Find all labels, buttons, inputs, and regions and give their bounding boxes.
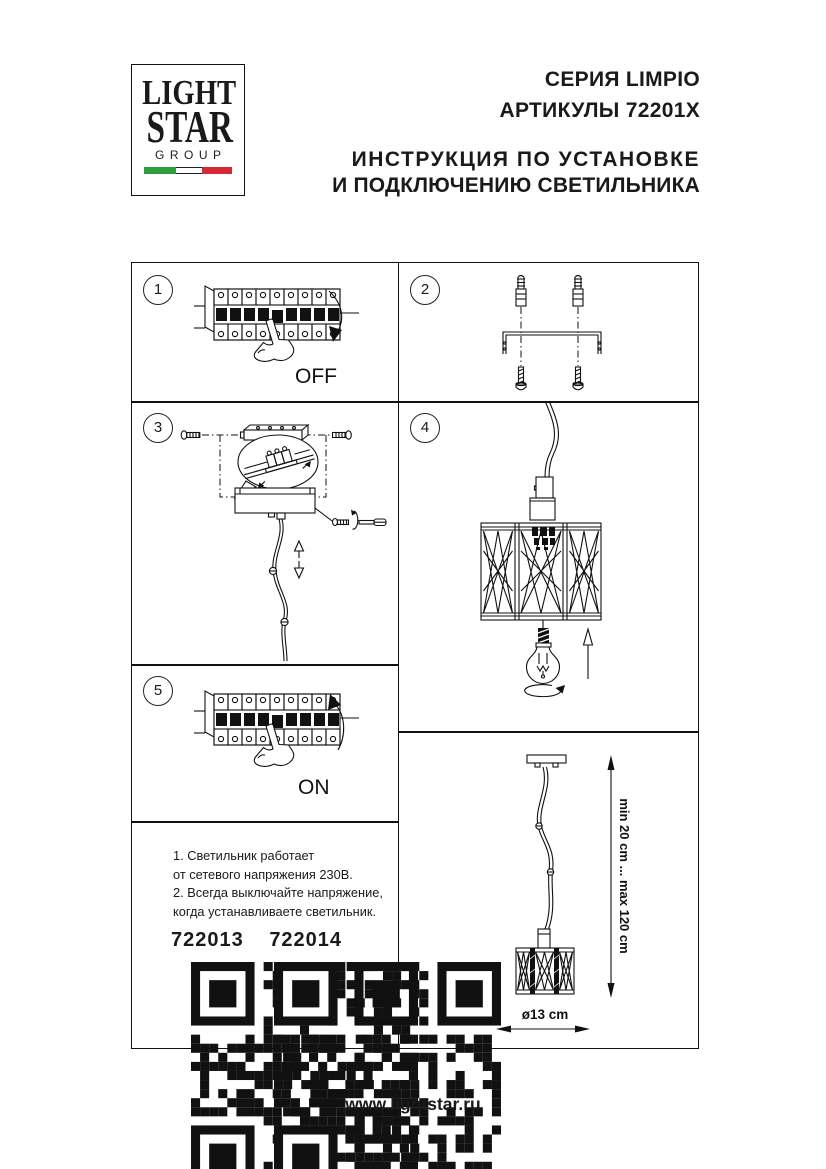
notes-panel xyxy=(132,821,399,1048)
step-3-number: 3 xyxy=(143,413,173,443)
up-down-arrow-icon xyxy=(295,541,304,578)
diameter-label: ø13 cm xyxy=(521,1007,569,1022)
header xyxy=(332,64,700,199)
shade-bulb-drawing xyxy=(399,401,698,731)
dimensions-panel xyxy=(399,731,698,1048)
small-shade-icon xyxy=(516,948,574,994)
height-dimension-arrow xyxy=(608,755,615,998)
cable xyxy=(545,401,558,477)
diameter-dimension-arrow xyxy=(496,1026,590,1033)
article-code-722013: 722013 xyxy=(171,929,244,951)
flag-white-segment xyxy=(176,167,202,174)
rotate-arrow-icon xyxy=(525,685,565,697)
cable xyxy=(537,767,553,929)
step-2-panel xyxy=(399,263,698,401)
article-code-722014: 722014 xyxy=(269,929,343,951)
lightstar-logo xyxy=(131,64,245,196)
mounting-bracket-icon xyxy=(503,332,601,354)
note-line: 2. Всегда выключайте напряжение, xyxy=(173,885,383,900)
series-title: СЕРИЯ LIMPIO xyxy=(544,68,700,91)
canopy-mounting-drawing xyxy=(132,401,399,664)
screw-icon xyxy=(333,431,352,439)
screw-icon xyxy=(516,367,526,390)
note-line: 1. Светильник работает xyxy=(173,848,315,863)
step-3-panel xyxy=(132,401,399,664)
ceiling-plate-icon xyxy=(527,755,566,767)
step-4-number: 4 xyxy=(410,413,440,443)
socket-icon xyxy=(538,929,550,948)
side-screw-tool-icon xyxy=(315,508,386,529)
safety-notes xyxy=(173,847,383,921)
flag-green-segment xyxy=(144,167,176,174)
screw-icon xyxy=(181,431,200,439)
instruction-grid xyxy=(131,262,699,1049)
step-5-panel xyxy=(132,664,399,821)
mounting-hardware-drawing xyxy=(399,263,698,401)
breaker-off-drawing xyxy=(132,263,399,401)
off-label: OFF xyxy=(295,365,337,388)
bulb-icon xyxy=(527,620,560,684)
cord-grip-icon xyxy=(536,823,554,875)
canopy-icon xyxy=(235,488,315,519)
wall-plug-icon xyxy=(573,276,583,307)
height-range-label: min 20 cm ... max 120 cm xyxy=(617,798,632,954)
socket-icon xyxy=(530,477,555,520)
instruction-title-line2: И ПОДКЛЮЧЕНИЮ СВЕТИЛЬНИКА xyxy=(332,174,700,197)
article-codes xyxy=(171,929,342,952)
step-1-panel xyxy=(132,263,399,401)
logo-word-group: GROUP xyxy=(154,148,227,162)
step-1-number: 1 xyxy=(143,275,173,305)
on-label: ON xyxy=(298,776,330,799)
note-line: от сетевого напряжения 230В. xyxy=(173,866,353,882)
cord-grip-icon xyxy=(269,567,288,625)
arrow-up-icon xyxy=(584,629,593,679)
pendant-dimensions-drawing xyxy=(399,731,698,1048)
logo-word-star: STAR xyxy=(146,102,233,152)
step-4-panel xyxy=(399,401,698,731)
step-2-number: 2 xyxy=(410,275,440,305)
screw-icon xyxy=(573,367,583,390)
crystal-shade-icon xyxy=(481,523,601,620)
articles-title: АРТИКУЛЫ 72201X xyxy=(499,99,700,122)
wall-plug-icon xyxy=(516,276,526,307)
footer-url: www.lightstar.ru xyxy=(345,1094,481,1114)
note-line: когда устанавливаете светильник. xyxy=(173,903,376,919)
cable xyxy=(273,519,288,661)
step-5-number: 5 xyxy=(143,676,173,706)
italian-flag-stripe xyxy=(144,167,232,174)
instruction-title-line1: ИНСТРУКЦИЯ ПО УСТАНОВКЕ xyxy=(351,148,700,171)
flag-red-segment xyxy=(202,167,232,174)
logo-word-light: LIGHT xyxy=(142,73,237,112)
socket-through-shade xyxy=(532,527,555,550)
